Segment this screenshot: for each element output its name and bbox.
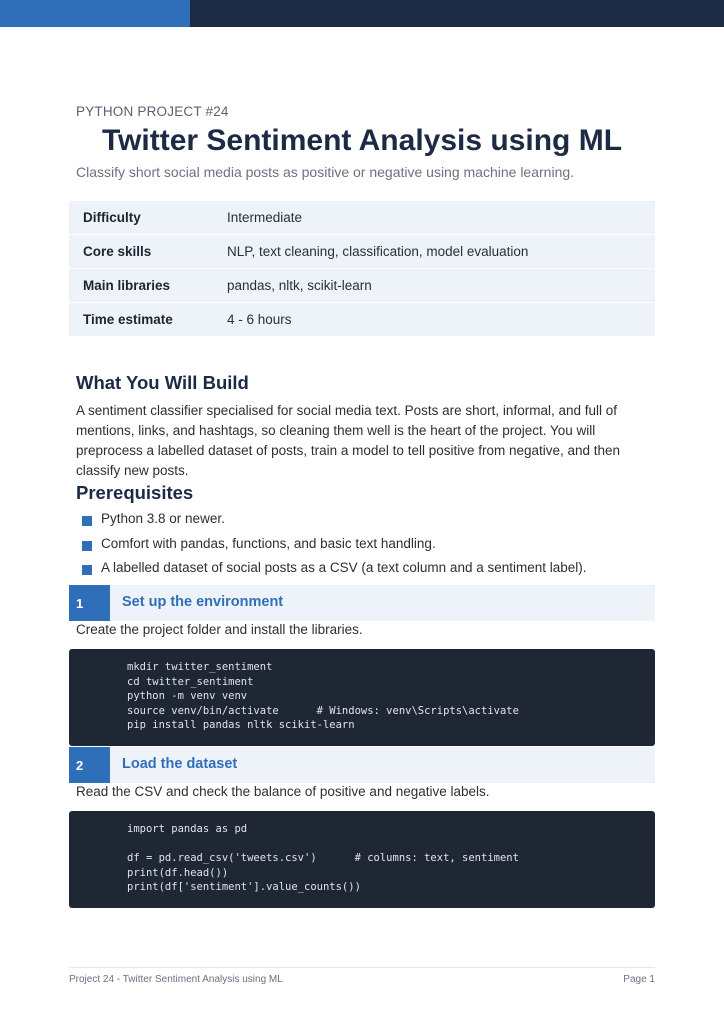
step-description: Create the project folder and install the libraries. — [76, 622, 363, 637]
info-row-time-estimate — [69, 303, 655, 337]
list-item — [82, 536, 587, 561]
code-text: import pandas as pd df = pd.read_csv('tweets.csv') # columns: text, sentiment print(df.head()) print(df['sentiment'].value_counts()) — [127, 823, 519, 894]
info-value: NLP, text cleaning, classification, model evaluation — [213, 235, 655, 269]
top-banner-accent — [0, 0, 190, 27]
code-text: mkdir twitter_sentiment cd twitter_sentiment python -m venv venv source venv/bin/activate # Windows: venv\Scripts\activate pip install pandas nltk scikit-learn — [127, 661, 519, 732]
section-heading-build: What You Will Build — [76, 372, 249, 393]
list-item-text: A labelled dataset of social posts as a CSV (a text column and a sentiment label). — [101, 560, 587, 575]
prerequisites-list — [82, 511, 587, 585]
info-key: Time estimate — [69, 303, 213, 337]
info-row-main-libraries — [69, 269, 655, 303]
step-title: Set up the environment — [122, 594, 284, 610]
bullet-square-icon — [82, 516, 92, 526]
footer-divider — [69, 967, 655, 968]
step-header-1 — [69, 585, 655, 621]
info-row-difficulty — [69, 201, 655, 235]
step-title: Load the dataset — [122, 756, 238, 772]
page-subtitle: Classify short social media posts as positive or negative using machine learning. — [76, 164, 575, 180]
info-key: Difficulty — [69, 201, 213, 235]
list-item — [82, 560, 587, 585]
bullet-square-icon — [82, 541, 92, 551]
info-row-core-skills — [69, 235, 655, 269]
section-heading-prerequisites: Prerequisites — [76, 482, 194, 503]
step-header-2 — [69, 747, 655, 783]
info-value: 4 - 6 hours — [213, 303, 655, 337]
footer-page-number: Page 1 — [623, 974, 655, 985]
page-title: Twitter Sentiment Analysis using ML — [101, 124, 623, 157]
info-key: Main libraries — [69, 269, 213, 303]
info-value: Intermediate — [213, 201, 655, 235]
top-banner — [0, 0, 724, 27]
bullet-square-icon — [82, 565, 92, 575]
code-block — [69, 811, 655, 908]
info-value: pandas, nltk, scikit-learn — [213, 269, 655, 303]
list-item-text: Comfort with pandas, functions, and basic text handling. — [101, 535, 436, 551]
project-kicker: PYTHON PROJECT #24 — [76, 104, 229, 119]
step-number-badge: 1 — [69, 585, 110, 621]
step-number-badge: 2 — [69, 747, 110, 783]
step-description: Read the CSV and check the balance of positive and negative labels. — [76, 784, 490, 799]
project-info-table — [69, 201, 655, 337]
list-item — [82, 511, 587, 536]
build-description: A sentiment classifier specialised for social media text. Posts are short, informal, and full of mentions, links, and hashtags, so cleaning them well is the heart of the project. You will preprocess a labelled dataset of posts, train a model to tell positive from negative, and then classify new posts. — [76, 403, 621, 478]
code-block — [69, 649, 655, 746]
list-item-text: Python 3.8 or newer. — [101, 511, 225, 526]
footer-project-label: Project 24 - Twitter Sentiment Analysis using ML — [69, 974, 283, 985]
info-key: Core skills — [69, 235, 213, 269]
